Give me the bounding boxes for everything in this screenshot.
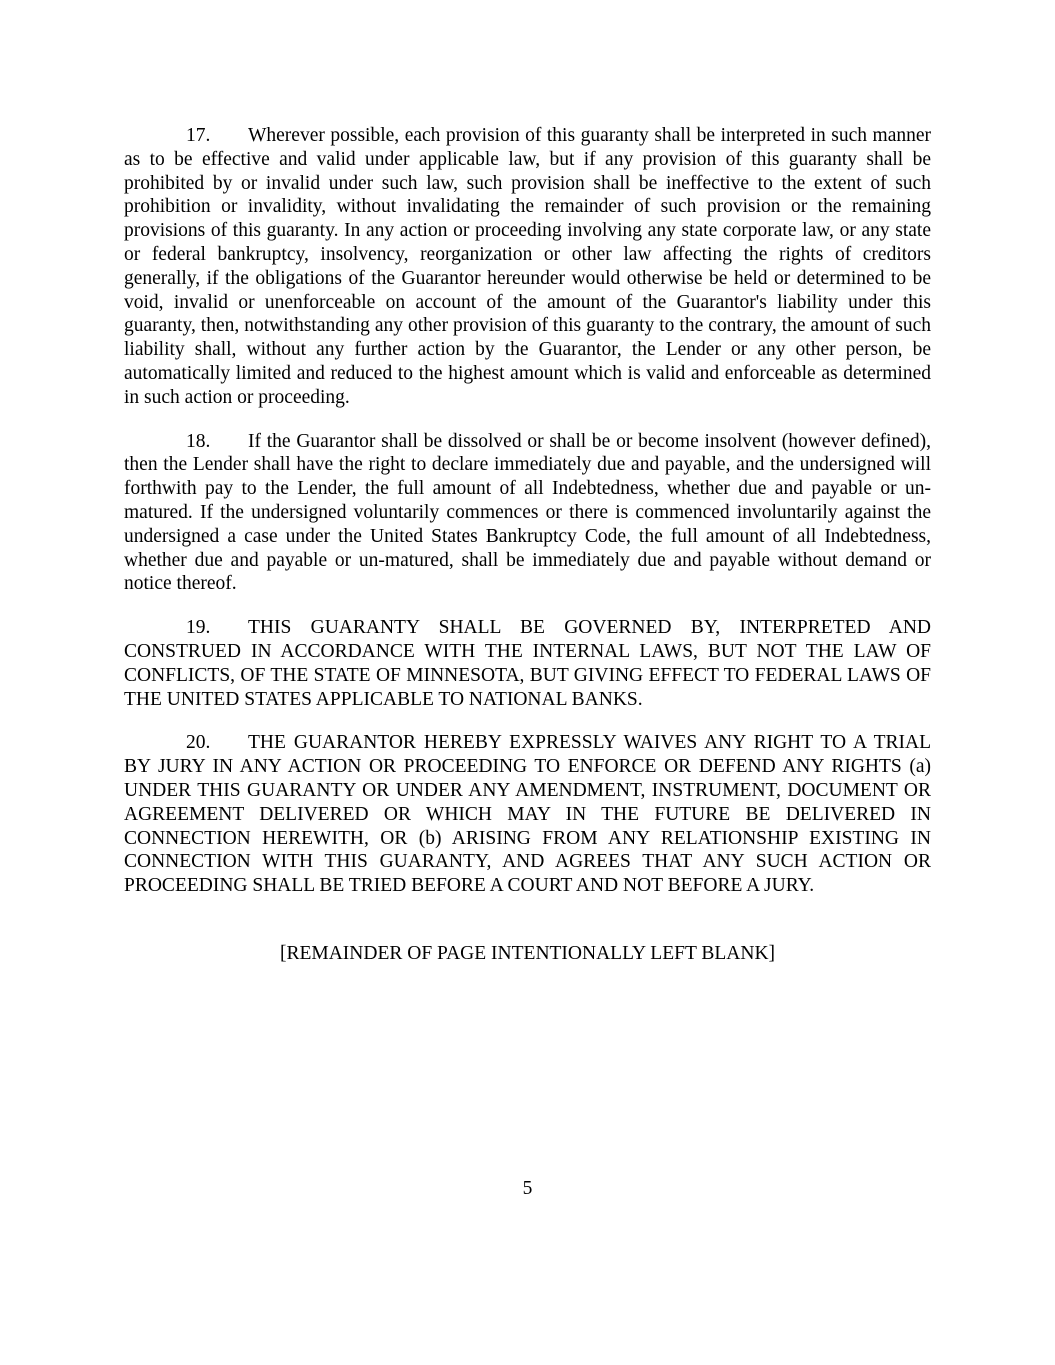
section-19 — [124, 616, 931, 711]
section-text: Wherever possible, each provision of this guaranty shall be interpreted in such manner as to be effective and valid under applicable law, but if any provision of this guaranty shall be prohibited by or invalid under such law, such provision shall be ineffective to the extent of such prohibition or invalidity, without invalidating the remainder of such provision or the remaining provisions of this guaranty. In any action or proceeding involving any state corporate law, or any state or federal bankruptcy, insolvency, reorganization or other law affecting the rights of creditors generally, if the obligations of the Guarantor hereunder would otherwise be held or determined to be void, invalid or unenforceable on account of the amount of the Guarantor's liability under this guaranty, then, notwithstanding any other provision of this guaranty to the contrary, the amount of such liability shall, without any further action by the Guarantor, the Lender or any other person, be automatically limited and reduced to the highest amount which is valid and enforceable as determined in such action or proceeding. — [124, 125, 931, 408]
section-20 — [124, 731, 931, 898]
page-number: 5 — [522, 1178, 533, 1199]
document-page — [124, 124, 931, 966]
section-17 — [124, 124, 931, 410]
section-18 — [124, 430, 931, 597]
section-text: THIS GUARANTY SHALL BE GOVERNED BY, INTERPRETED AND CONSTRUED IN ACCORDANCE WITH THE INTERNAL LAWS, BUT NOT THE LAW OF CONFLICTS, OF THE STATE OF MINNESOTA, BUT GIVING EFFECT TO FEDERAL LAWS OF THE UNITED STATES APPLICABLE TO NATIONAL BANKS. — [124, 617, 931, 710]
remainder-blank-note: [REMAINDER OF PAGE INTENTIONALLY LEFT BLANK] — [279, 942, 776, 964]
section-text: If the Guarantor shall be dissolved or shall be or become insolvent (however defined), then the Lender shall have the right to declare immediately due and payable, and the undersigned will forthwith pay to the Lender, the full amount of all Indebtedness, whether due and payable or un-matured. If the undersigned voluntarily commences or there is commenced involuntarily against the undersigned a case under the United States Bankruptcy Code, the full amount of all Indebtedness, whether due and payable or un-matured, shall be immediately due and payable without demand or notice thereof. — [124, 430, 931, 595]
section-number: 18. — [186, 430, 211, 452]
section-number: 17. — [186, 125, 211, 146]
section-number: 19. — [186, 617, 211, 639]
section-text: THE GUARANTOR HEREBY EXPRESSLY WAIVES ANY RIGHT TO A TRIAL BY JURY IN ANY ACTION OR PROCEEDING TO ENFORCE OR DEFEND ANY RIGHTS (a) UNDER THIS GUARANTY OR UNDER ANY AMENDMENT, INSTRUMENT, DOCUMENT OR AGREEMENT DELIVERED OR WHICH MAY IN THE FUTURE BE DELIVERED IN CONNECTION HEREWITH, OR (b) ARISING FROM ANY RELATIONSHIP EXISTING IN CONNECTION WITH THIS GUARANTY, AND AGREES THAT ANY SUCH ACTION OR PROCEEDING SHALL BE TRIED BEFORE A COURT AND NOT BEFORE A JURY. — [124, 732, 931, 897]
section-number: 20. — [186, 732, 211, 754]
